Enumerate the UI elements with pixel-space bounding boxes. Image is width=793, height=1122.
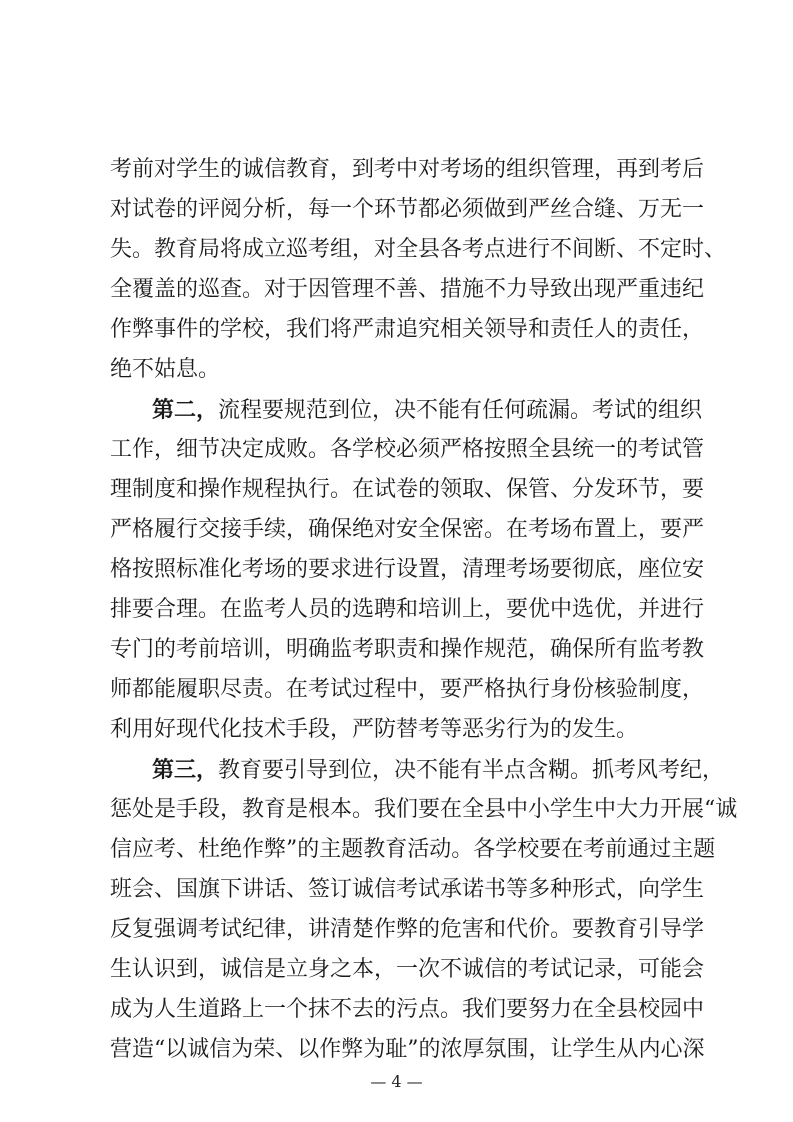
paragraph-lead: 第二， xyxy=(152,397,219,423)
paragraph-first-line-text: 教育要引导到位，决不能有半点含糊。抓考风考纪， xyxy=(218,758,725,783)
text-line: 格按照标准化考场的要求进行设置，清理考场要彻底，座位安 xyxy=(110,557,705,582)
paragraph-lead: 第三， xyxy=(152,757,219,783)
text-line: 反复强调考试纪律，讲清楚作弊的危害和代价。要教育引导学 xyxy=(110,917,705,942)
text-line: 利用好现代化技术手段，严防替考等恶劣行为的发生。 xyxy=(110,717,639,742)
text-line: 排要合理。在监考人员的选聘和培训上，要优中选优，并进行 xyxy=(110,597,705,622)
text-line: 理制度和操作规程执行。在试卷的领取、保管、分发环节，要 xyxy=(110,477,705,502)
text-line: 对试卷的评阅分析，每一个环节都必须做到严丝合缝、万无一 xyxy=(110,197,705,222)
text-line: 班会、国旗下讲话、签订诚信考试承诺书等多种形式，向学生 xyxy=(110,877,705,902)
text-line: 生认识到，诚信是立身之本，一次不诚信的考试记录，可能会 xyxy=(110,957,705,982)
text-line: 师都能履职尽责。在考试过程中，要严格执行身份核验制度， xyxy=(110,677,705,702)
text-line: 考前对学生的诚信教育，到考中对考场的组织管理，再到考后 xyxy=(110,157,705,182)
paragraph-first-line xyxy=(152,750,725,790)
text-line: 作弊事件的学校，我们将严肃追究相关领导和责任人的责任， xyxy=(110,317,705,342)
text-line: 营造“以诚信为荣、以作弊为耻”的浓厚氛围，让学生从内心深 xyxy=(110,1037,705,1062)
text-line: 专门的考前培训，明确监考职责和操作规范，确保所有监考教 xyxy=(110,637,705,662)
text-line: 全覆盖的巡查。对于因管理不善、措施不力导致出现严重违纪 xyxy=(110,277,705,302)
paragraph-first-line xyxy=(152,390,703,430)
text-line: 严格履行交接手续，确保绝对安全保密。在考场布置上，要严 xyxy=(110,517,705,542)
text-line: 惩处是手段，教育是根本。我们要在全县中小学生中大力开展“诚 xyxy=(110,797,738,822)
text-line: 失。教育局将成立巡考组，对全县各考点进行不间断、不定时、 xyxy=(110,237,727,262)
text-line: 绝不姑息。 xyxy=(110,357,221,382)
paragraph-first-line-text: 流程要规范到位，决不能有任何疏漏。考试的组织 xyxy=(218,398,703,423)
page-number: — 4 — xyxy=(370,1072,423,1091)
text-line: 信应考、杜绝作弊”的主题教育活动。各学校要在考前通过主题 xyxy=(110,837,716,862)
text-line: 工作，细节决定成败。各学校必须严格按照全县统一的考试管 xyxy=(110,437,705,462)
text-line: 成为人生道路上一个抹不去的污点。我们要努力在全县校园中 xyxy=(110,997,705,1022)
